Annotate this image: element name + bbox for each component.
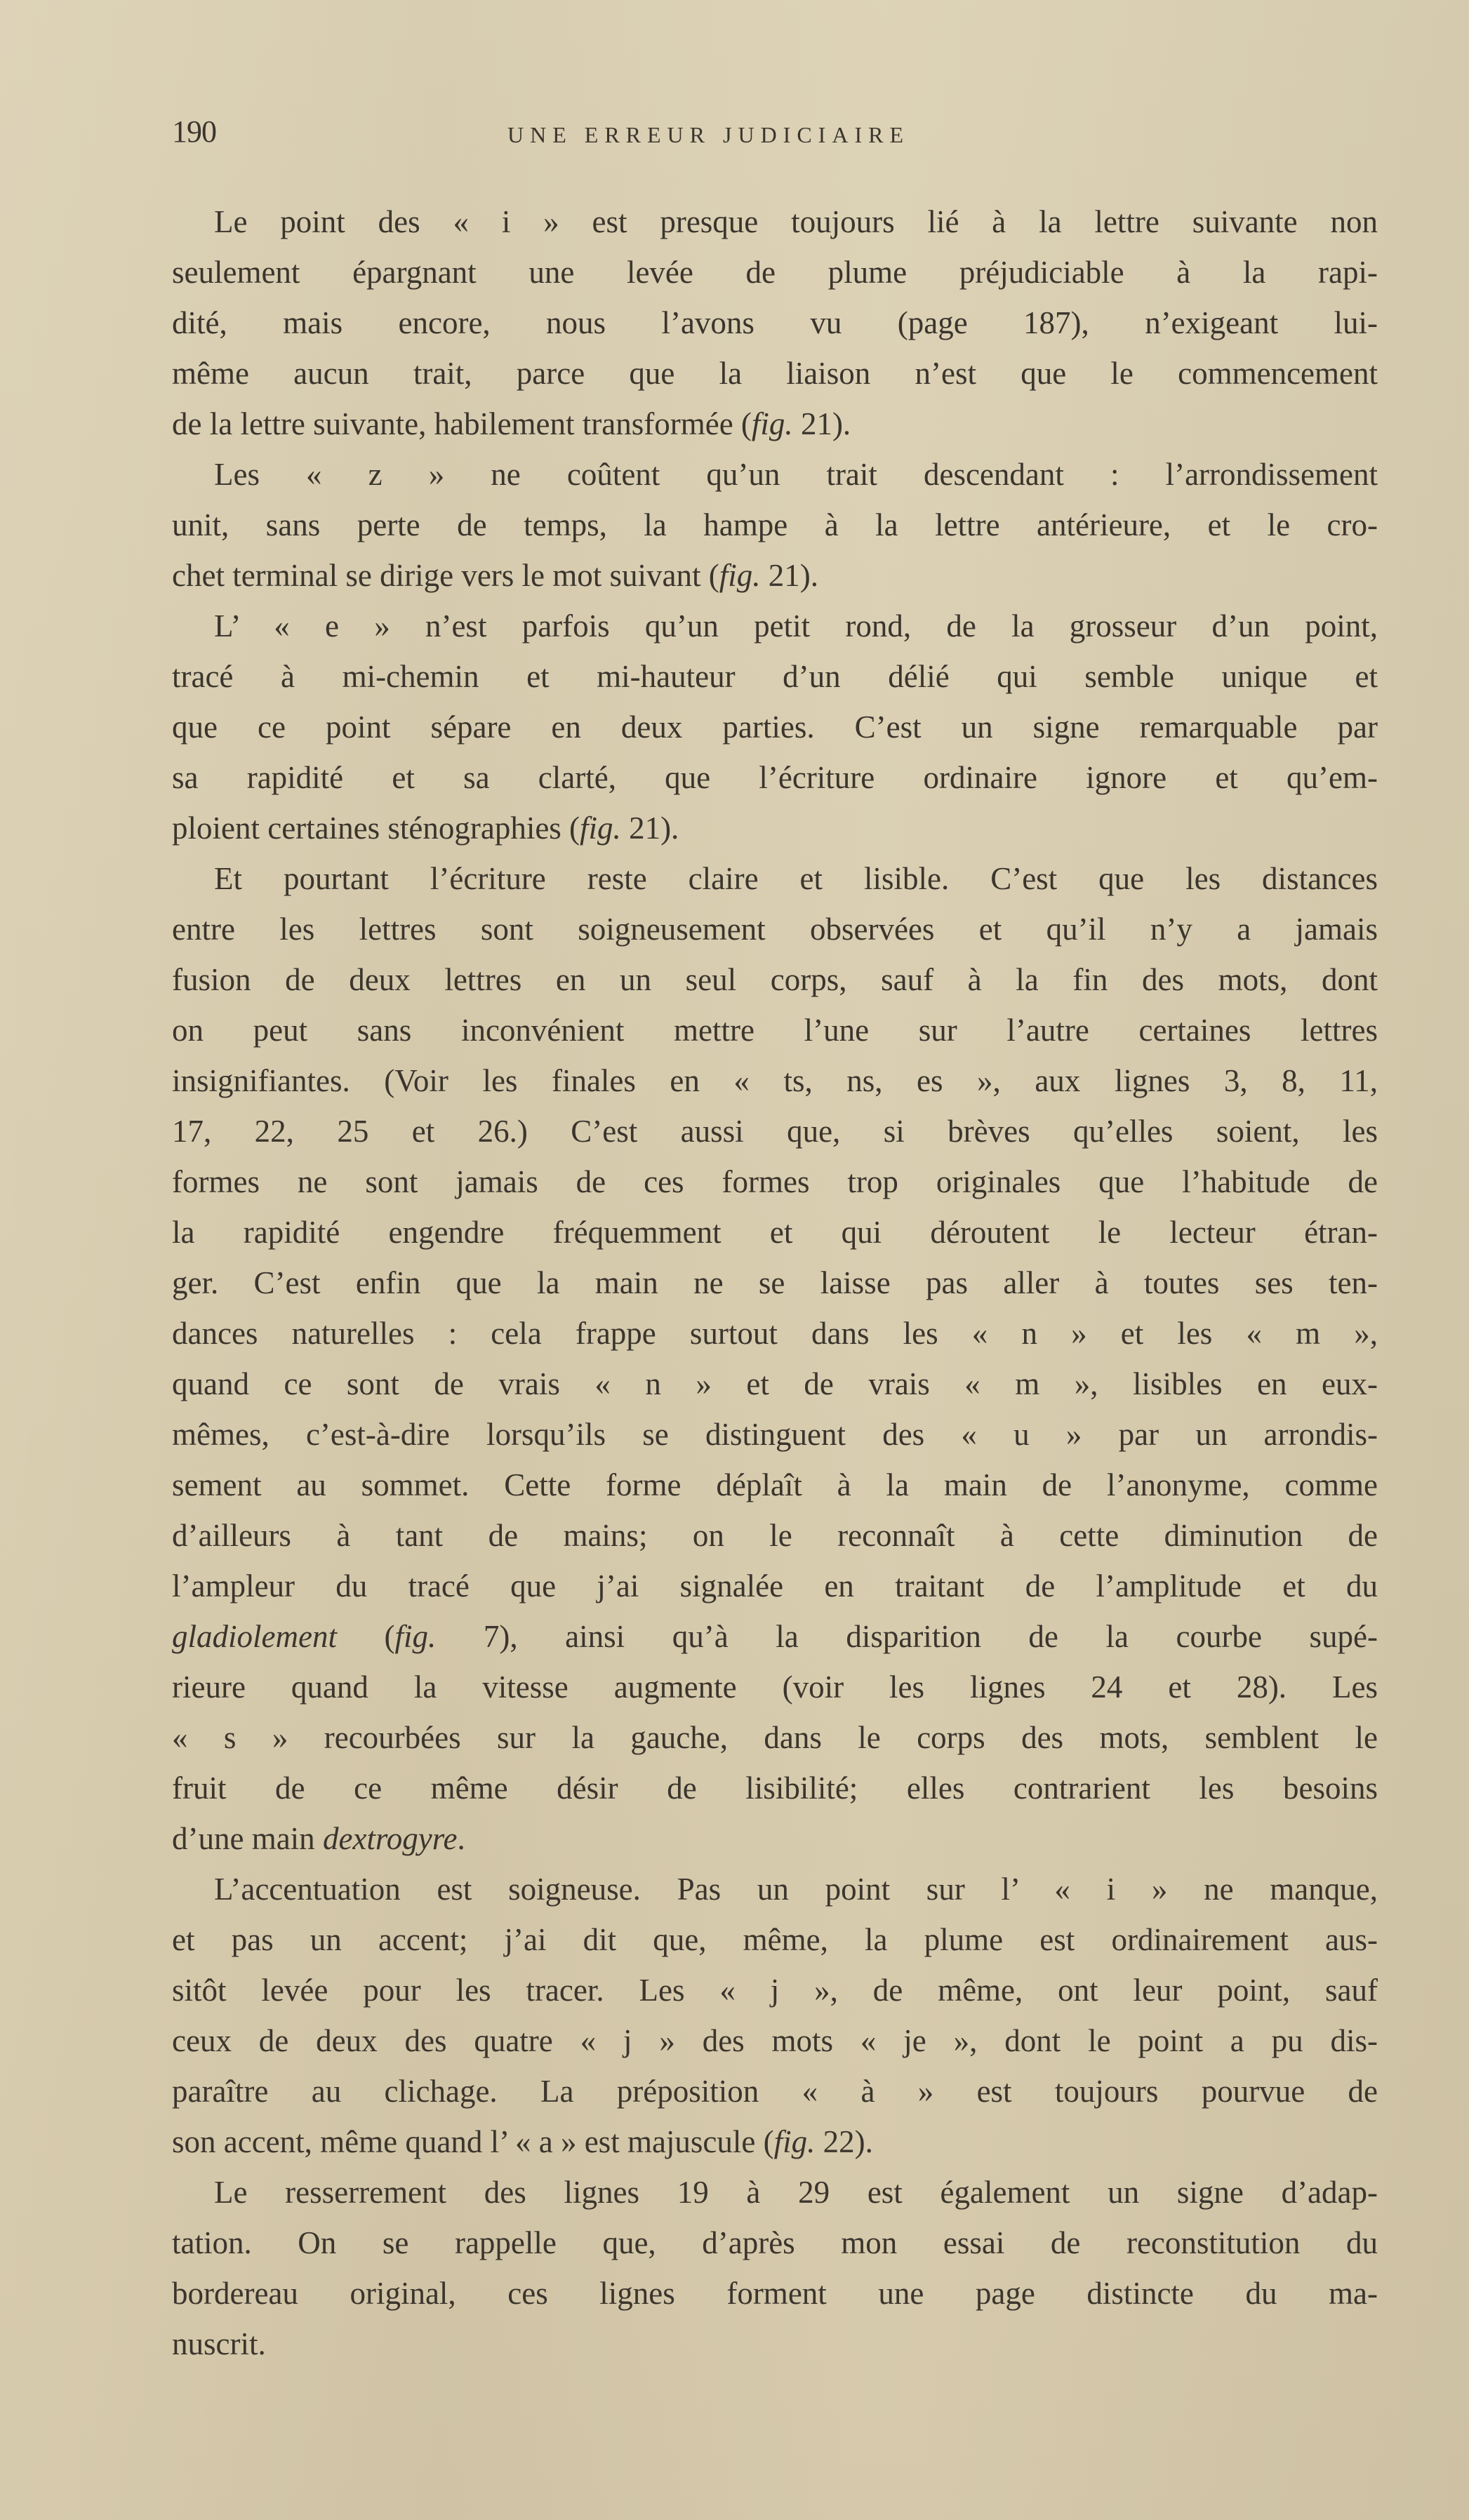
text-line: bordereau original, ces lignes forment une page distincte du ma- [172, 2276, 1378, 2311]
text-line: fruit de ce même désir de lisibilité; elles contrarient les besoins [172, 1771, 1378, 1806]
text-line: dité, mais encore, nous l’avons vu (page 187), n’exigeant lui- [172, 305, 1378, 340]
text-line: formes ne sont jamais de ces formes trop originales que l’habitude de [172, 1164, 1378, 1199]
text-line: unit, sans perte de temps, la hampe à la lettre antérieure, et le cro- [172, 507, 1378, 542]
text-line: seulement épargnant une levée de plume préjudiciable à la rapi- [172, 255, 1378, 290]
text-line: nuscrit. [172, 2326, 266, 2361]
text-line: et pas un accent; j’ai dit que, même, la plume est ordinairement aus- [172, 1922, 1378, 1957]
text-line: entre les lettres sont soigneusement observées et qu’il n’y a jamais [172, 912, 1378, 947]
paragraph-legibility [172, 853, 1378, 1864]
text-line: ger. C’est enfin que la main ne se laisse pas aller à toutes ses ten- [172, 1265, 1378, 1300]
text-line: chet terminal se dirige vers le mot suivant (fig. 21). [172, 558, 819, 593]
text-line: rieure quand la vitesse augmente (voir les lignes 24 et 28). Les [172, 1669, 1378, 1705]
text-line: on peut sans inconvénient mettre l’une sur l’autre certaines lettres [172, 1013, 1378, 1048]
paragraph-z [172, 449, 1378, 601]
text-line: tation. On se rappelle que, d’après mon essai de reconstitution du [172, 2225, 1378, 2260]
text-line: ploient certaines sténographies (fig. 21). [172, 811, 679, 846]
text-line: Et pourtant l’écriture reste claire et lisible. C’est que les distances [214, 861, 1378, 896]
text-line: tracé à mi-chemin et mi-hauteur d’un délié qui semble unique et [172, 659, 1378, 694]
text-line: 17, 22, 25 et 26.) C’est aussi que, si brèves qu’elles soient, les [172, 1114, 1378, 1149]
paragraph-i-dot [172, 196, 1378, 449]
text-line: L’ « e » n’est parfois qu’un petit rond, de la grosseur d’un point, [214, 608, 1378, 644]
text-line: insignifiantes. (Voir les finales en « ts, ns, es », aux lignes 3, 8, 11, [172, 1063, 1378, 1098]
text-line: sement au sommet. Cette forme déplaît à la main de l’anonyme, comme [172, 1467, 1378, 1502]
text-line: d’une main dextrogyre. [172, 1821, 465, 1856]
paragraph-e [172, 601, 1378, 853]
text-line: dances naturelles : cela frappe surtout dans les « n » et les « m », [172, 1316, 1378, 1351]
running-header [172, 111, 1378, 153]
text-line: Le resserrement des lignes 19 à 29 est également un signe d’adap- [214, 2175, 1378, 2210]
text-line: la rapidité engendre fréquemment et qui déroutent le lecteur étran- [172, 1215, 1378, 1250]
paragraph-accentuation [172, 1864, 1378, 2167]
text-line: Les « z » ne coûtent qu’un trait descendant : l’arrondissement [214, 457, 1378, 492]
text-line: fusion de deux lettres en un seul corps, sauf à la fin des mots, dont [172, 962, 1378, 997]
text-line: quand ce sont de vrais « n » et de vrais « m », lisibles en eux- [172, 1366, 1378, 1401]
text-line: sa rapidité et sa clarté, que l’écriture ordinaire ignore et qu’em- [172, 760, 1378, 795]
running-title: UNE ERREUR JUDICIAIRE [507, 122, 910, 147]
paragraph-line-spacing [172, 2167, 1378, 2369]
text-line: gladiolement (fig. 7), ainsi qu’à la disparition de la courbe supé- [172, 1619, 1378, 1654]
text-line: paraître au clichage. La préposition « à » est toujours pourvue de [172, 2074, 1378, 2109]
page-number: 190 [172, 114, 216, 149]
text-line: même aucun trait, parce que la liaison n’est que le commencement [172, 356, 1378, 391]
text-line: ceux de deux des quatre « j » des mots « je », dont le point a pu dis- [172, 2023, 1378, 2058]
body-text [172, 196, 1378, 2369]
text-line: sitôt levée pour les tracer. Les « j », de même, ont leur point, sauf [172, 1973, 1378, 2008]
text-line: l’ampleur du tracé que j’ai signalée en traitant de l’amplitude et du [172, 1568, 1378, 1604]
text-line: L’accentuation est soigneuse. Pas un point sur l’ « i » ne manque, [214, 1872, 1378, 1907]
text-line: de la lettre suivante, habilement transformée (fig. 21). [172, 406, 851, 441]
text-line: mêmes, c’est-à-dire lorsqu’ils se distinguent des « u » par un arrondis- [172, 1417, 1378, 1452]
text-line: son accent, même quand l’ « a » est majuscule (fig. 22). [172, 2124, 873, 2159]
text-line: « s » recourbées sur la gauche, dans le corps des mots, semblent le [172, 1720, 1378, 1755]
text-line: Le point des « i » est presque toujours lié à la lettre suivante non [214, 204, 1378, 239]
text-line: d’ailleurs à tant de mains; on le reconnaît à cette diminution de [172, 1518, 1378, 1553]
text-line: que ce point sépare en deux parties. C’est un signe remarquable par [172, 709, 1378, 745]
